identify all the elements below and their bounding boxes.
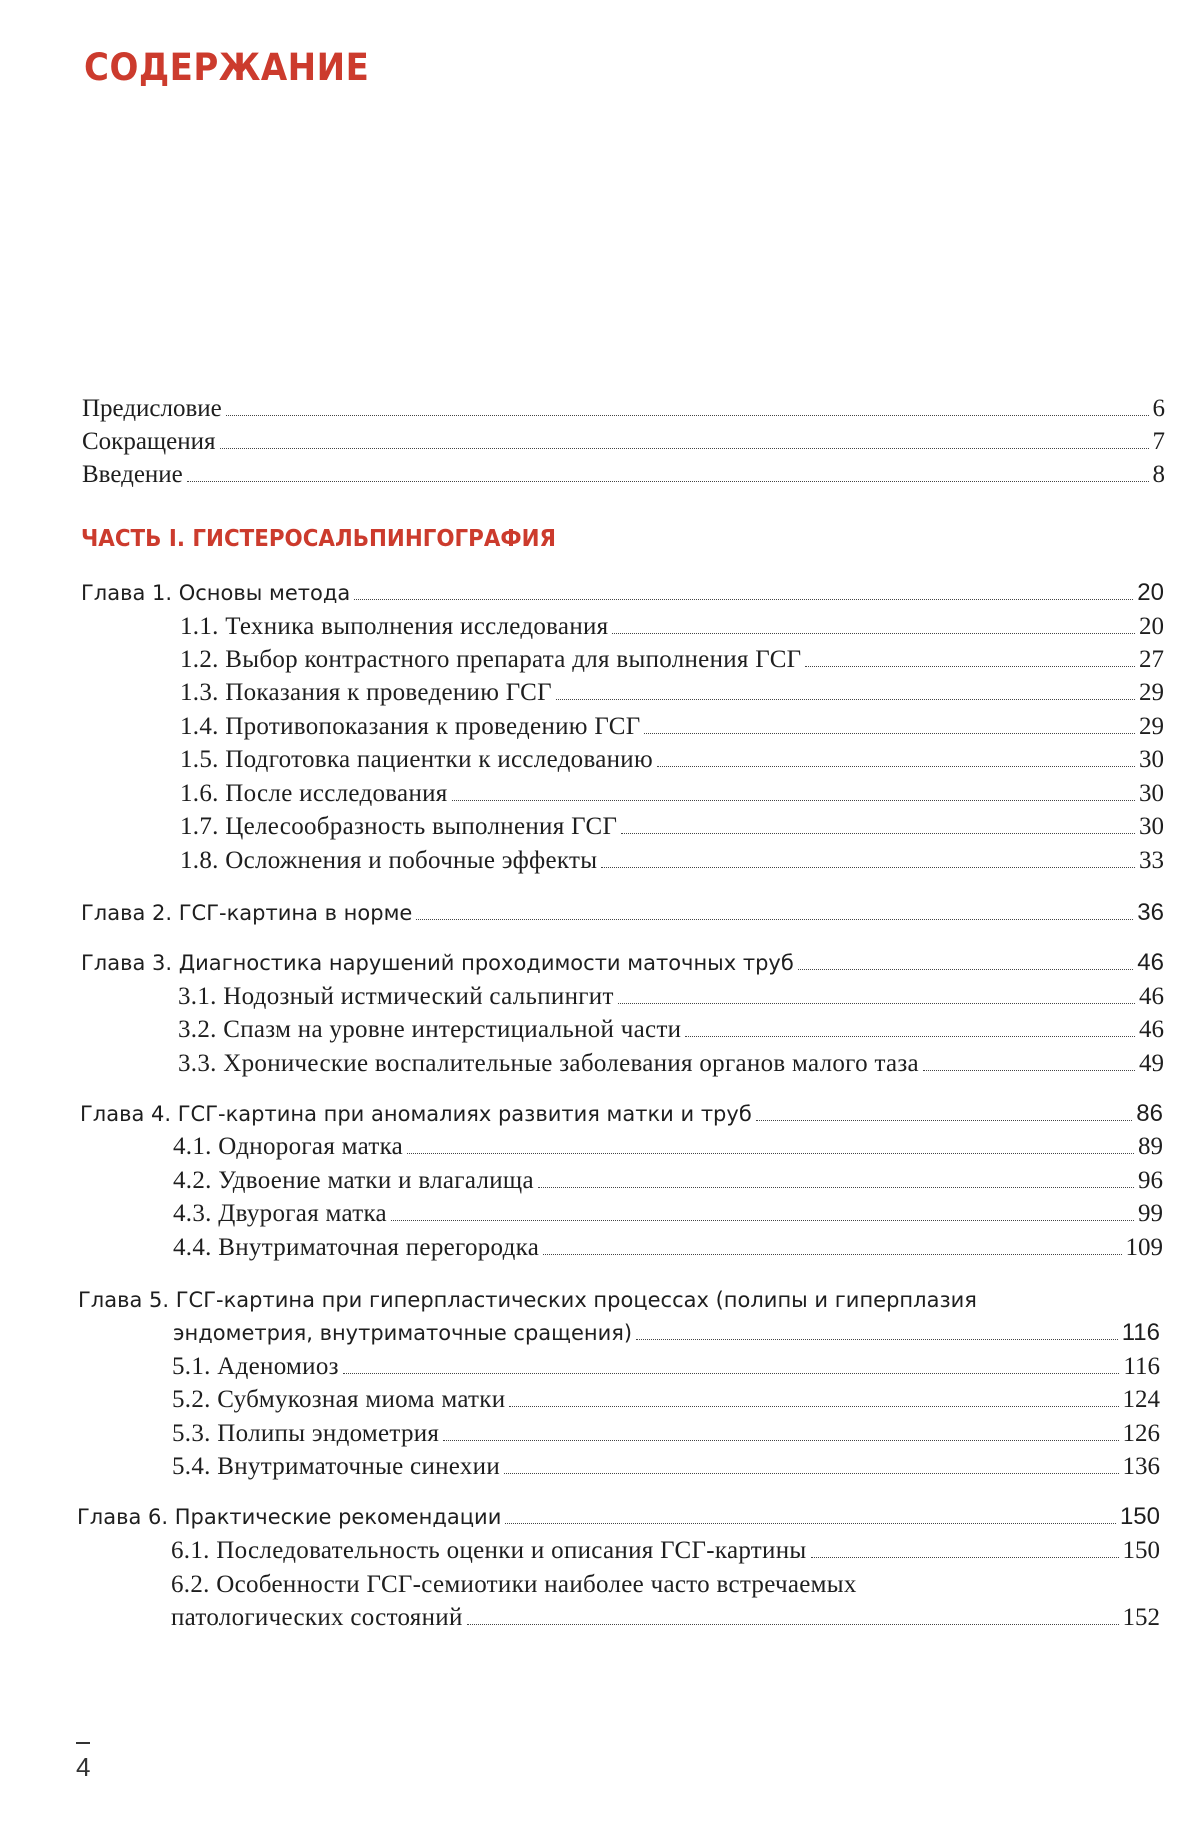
- toc-entry-page: 46: [1139, 1016, 1164, 1043]
- toc-entry[interactable]: [172, 1350, 1160, 1384]
- toc-entry-title: Предисловие: [82, 395, 222, 422]
- toc-entry-title: 4.3. Двурогая матка: [173, 1200, 387, 1227]
- toc-entry[interactable]: [171, 1534, 1160, 1568]
- toc-entry-page: 150: [1122, 1537, 1160, 1564]
- leader-dots: [452, 778, 1135, 801]
- toc-entry-title: 1.8. Осложнения и побочные эффекты: [180, 847, 598, 874]
- toc-entry-page: 20: [1139, 613, 1164, 640]
- part-title: ЧАСТЬ I. ГИСТЕРОСАЛЬПИНГОГРАФИЯ: [81, 526, 556, 552]
- leader-dots: [685, 1014, 1135, 1037]
- toc-entry-title: Сокращения: [82, 428, 216, 455]
- toc-entry-title: 3.1. Нодозный истмический сальпингит: [178, 983, 614, 1010]
- toc-entry[interactable]: [180, 743, 1164, 777]
- toc-chapter-page: 86: [1136, 1100, 1163, 1127]
- toc-entry[interactable]: [82, 425, 1165, 459]
- toc-entry-page: 7: [1152, 428, 1165, 455]
- toc-entry-page: 89: [1138, 1133, 1163, 1160]
- toc-entry-title: 1.1. Техника выполнения исследования: [180, 613, 609, 640]
- leader-dots: [798, 947, 1133, 970]
- leader-dots: [621, 811, 1135, 834]
- toc-entry-page: 6: [1152, 395, 1165, 422]
- leader-dots: [226, 393, 1149, 416]
- leader-dots: [543, 1232, 1121, 1255]
- toc-entry[interactable]: [180, 844, 1164, 878]
- toc-entry-page: 8: [1152, 461, 1165, 488]
- toc-entry[interactable]: [180, 777, 1164, 811]
- leader-dots: [923, 1048, 1135, 1071]
- toc-chapter[interactable]: [81, 576, 1164, 610]
- leader-dots: [657, 744, 1135, 767]
- toc-chapter[interactable]: [81, 946, 1164, 980]
- leader-dots: [391, 1198, 1134, 1221]
- toc-entry[interactable]: [180, 643, 1164, 677]
- leader-dots: [618, 981, 1135, 1004]
- toc-entry-title: 4.2. Удвоение матки и влагалища: [173, 1167, 534, 1194]
- toc-entry-page: 99: [1138, 1200, 1163, 1227]
- toc-entry-title: 1.5. Подготовка пациентки к исследованию: [180, 746, 653, 773]
- toc-entry-title: 1.4. Противопоказания к проведению ГСГ: [180, 713, 641, 740]
- toc-entry-page: 46: [1139, 983, 1164, 1010]
- toc-entry-title: 3.2. Спазм на уровне интерстициальной части: [178, 1016, 682, 1043]
- toc-entry[interactable]: [173, 1231, 1163, 1265]
- leader-dots: [416, 897, 1133, 920]
- leader-dots: [811, 1535, 1119, 1558]
- leader-dots: [805, 644, 1135, 667]
- toc-entry-title: патологических состояний: [171, 1604, 463, 1631]
- toc-entry-page: 109: [1125, 1234, 1163, 1261]
- toc-chapter[interactable]: [81, 896, 1164, 930]
- toc-entry-page: 27: [1139, 646, 1164, 673]
- toc-entry-title: 5.4. Внутриматочные синехии: [172, 1453, 501, 1480]
- toc-chapter-page: 20: [1137, 579, 1164, 606]
- leader-dots: [556, 677, 1135, 700]
- toc-chapter-page: 46: [1137, 949, 1164, 976]
- toc-entry-title: 5.1. Аденомиоз: [172, 1353, 339, 1380]
- toc-entry-title-line[interactable]: 6.2. Особенности ГСГ-семиотики наиболее часто встречаемых: [171, 1571, 857, 1598]
- page-heading: СОДЕРЖАНИЕ: [84, 46, 370, 89]
- leader-dots: [354, 577, 1133, 600]
- toc-entry-page: 116: [1123, 1353, 1160, 1380]
- toc-chapter-title: эндометрия, внутриматочные сращения): [173, 1321, 633, 1345]
- toc-entry[interactable]: [82, 458, 1165, 492]
- leader-dots: [601, 845, 1135, 868]
- toc-entry-page: 29: [1139, 679, 1164, 706]
- leader-dots: [612, 611, 1135, 634]
- toc-entry[interactable]: [180, 710, 1164, 744]
- leader-dots: [504, 1451, 1118, 1474]
- toc-entry-title: 1.7. Целесообразность выполнения ГСГ: [180, 813, 618, 840]
- leader-dots: [187, 459, 1149, 482]
- toc-entry-title: 3.3. Хронические воспалительные заболевания органов малого таза: [178, 1050, 919, 1077]
- toc-chapter-page: 150: [1119, 1503, 1160, 1530]
- toc-chapter-title: Глава 1. Основы метода: [81, 581, 351, 605]
- leader-dots: [509, 1384, 1118, 1407]
- leader-dots: [644, 711, 1135, 734]
- toc-entry-page: 30: [1139, 813, 1164, 840]
- toc-entry-page: 30: [1139, 780, 1164, 807]
- toc-entry[interactable]: [180, 610, 1164, 644]
- leader-dots: [220, 426, 1149, 449]
- leader-dots: [467, 1602, 1119, 1625]
- toc-entry-title: 4.1. Однорогая матка: [173, 1133, 404, 1160]
- toc-entry[interactable]: [172, 1417, 1160, 1451]
- leader-dots: [407, 1131, 1134, 1154]
- toc-entry-page: 49: [1139, 1050, 1164, 1077]
- toc-entry-title: 5.2. Субмукозная миома матки: [172, 1386, 506, 1413]
- toc-chapter[interactable]: [77, 1500, 1160, 1534]
- toc-entry[interactable]: [178, 1047, 1164, 1081]
- toc-entry[interactable]: [173, 1197, 1163, 1231]
- toc-chapter-title: Глава 6. Практические рекомендации: [77, 1505, 502, 1529]
- leader-dots: [636, 1317, 1118, 1340]
- toc-entry-title: 5.3. Полипы эндометрия: [172, 1420, 440, 1447]
- toc-entry[interactable]: [82, 392, 1165, 426]
- toc-entry-page: 29: [1139, 713, 1164, 740]
- toc-chapter[interactable]: [80, 1097, 1163, 1131]
- toc-entry[interactable]: [172, 1450, 1160, 1484]
- toc-chapter-page: 36: [1137, 899, 1164, 926]
- toc-entry-title: 1.2. Выбор контрастного препарата для выполнения ГСГ: [180, 646, 802, 673]
- toc-entry[interactable]: [178, 980, 1164, 1014]
- toc-chapter[interactable]: [173, 1316, 1160, 1350]
- toc-entry[interactable]: [172, 1383, 1160, 1417]
- toc-chapter-title: Глава 4. ГСГ-картина при аномалиях развития матки и труб: [80, 1102, 752, 1126]
- leader-dots: [505, 1501, 1116, 1524]
- toc-chapter-title-line[interactable]: Глава 5. ГСГ-картина при гиперпластических процессах (полипы и гиперплазия: [78, 1288, 977, 1312]
- toc-entry-title: 1.3. Показания к проведению ГСГ: [180, 679, 552, 706]
- toc-entry[interactable]: [173, 1130, 1163, 1164]
- toc-entry[interactable]: [180, 810, 1164, 844]
- leader-dots: [538, 1165, 1134, 1188]
- toc-entry-page: 152: [1122, 1604, 1160, 1631]
- leader-dots: [343, 1351, 1120, 1374]
- toc-entry-title: 1.6. После исследования: [180, 780, 448, 807]
- toc-entry[interactable]: [173, 1164, 1163, 1198]
- toc-entry-page: 136: [1122, 1453, 1160, 1480]
- toc-entry[interactable]: [178, 1013, 1164, 1047]
- toc-entry-page: 124: [1122, 1386, 1160, 1413]
- toc-chapter-title: Глава 3. Диагностика нарушений проходимости маточных труб: [81, 951, 794, 975]
- toc-entry-page: 96: [1138, 1167, 1163, 1194]
- leader-dots: [756, 1098, 1133, 1121]
- toc-chapter-page: 116: [1121, 1319, 1160, 1346]
- toc-entry-title: Введение: [82, 461, 183, 488]
- page-number: 4: [76, 1752, 91, 1782]
- toc-entry[interactable]: [180, 676, 1164, 710]
- toc-entry[interactable]: [171, 1601, 1160, 1635]
- toc-entry-page: 30: [1139, 746, 1164, 773]
- toc-entry-page: 126: [1122, 1420, 1160, 1447]
- toc-entry-title: 4.4. Внутриматочная перегородка: [173, 1234, 540, 1261]
- page-number-rule: [76, 1742, 90, 1744]
- toc-entry-page: 33: [1139, 847, 1164, 874]
- leader-dots: [443, 1418, 1118, 1441]
- toc-chapter-title: Глава 2. ГСГ-картина в норме: [81, 901, 413, 925]
- toc-entry-title: 6.1. Последовательность оценки и описания ГСГ-картины: [171, 1537, 807, 1564]
